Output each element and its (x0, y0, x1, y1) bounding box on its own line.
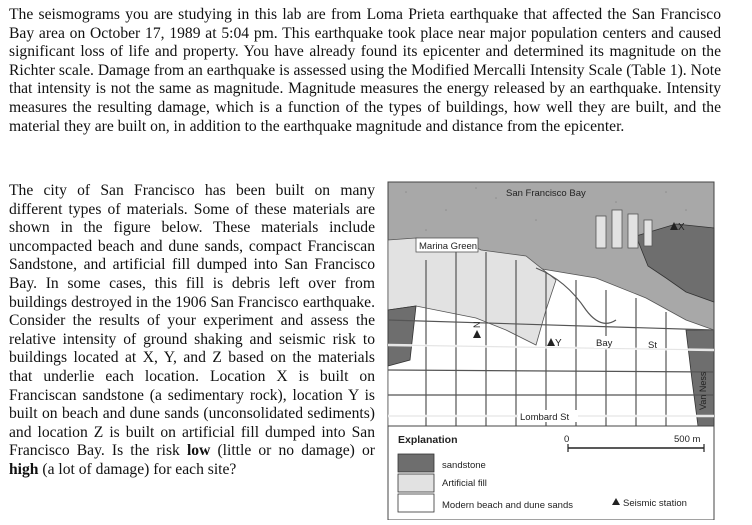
geologic-map-figure (386, 180, 716, 520)
marina-green-label: Marina Green (419, 241, 478, 252)
legend-label-sand: Modern beach and dune sands (442, 500, 573, 511)
seismic-station-label: Seismic station (623, 498, 687, 509)
site-y-label: Y (555, 338, 562, 349)
lombard-street-label: Lombard St (520, 412, 570, 423)
legend-swatch-sandstone (398, 454, 434, 472)
legend-title: Explanation (398, 434, 458, 446)
van-ness-label: Van Ness (698, 371, 708, 410)
scale-end-label: 500 m (674, 434, 701, 445)
sites-paragraph-between: (little or no damage) or (210, 442, 375, 460)
bay-street-label: Bay (596, 338, 613, 349)
legend-swatch-sand (398, 494, 434, 512)
bay-label: San Francisco Bay (506, 188, 586, 199)
scale-zero-label: 0 (564, 434, 570, 445)
sites-paragraph-text: The city of San Francisco has been built on many different types of materials. Some of these materials are shown in the figure below. These materials include uncompacted beach and dune sands, compact Franciscan Sandstone, and artificial fill dumped into San Francisco Bay. In some cases, this fill is debris left over from buildings destroyed in the 1906 San Francisco earthquake. Consider the results of your experiment and assess the relative intensity of ground shaking and seismic risk to buildings located at X, Y, and Z based on the materials that underlie each location. Location X is built on Franciscan sandstone (a sedimentary rock), location Y is built on beach and dune sands (unconsolidated sediments) and location Z is built on artificial fill dumped into San Francisco Bay. Is the risk (9, 182, 375, 460)
legend-label-fill: Artificial fill (442, 478, 487, 489)
sites-paragraph (9, 182, 375, 480)
site-x-label: X (678, 222, 685, 233)
north-label: N (472, 321, 482, 328)
risk-low-term: low (186, 442, 211, 460)
legend-swatch-fill (398, 474, 434, 492)
sites-paragraph-end: (a lot of damage) for each site? (38, 460, 237, 478)
intro-paragraph: The seismograms you are studying in this lab are from Loma Prieta earthquake that affected the San Francisco Bay area on October 17, 1989 at 5:04 pm. This earthquake took place near major population centers and caused significant loss of life and property. You have already found its epicenter and determined its magnitude on the Richter scale. Damage from an earthquake is assessed using the Modified Mercalli Intensity Scale (Table 1). Note that intensity is not the same as magnitude. Magnitude measures the energy released by an earthquake. Intensity measures the resulting damage, which is a function of the types of buildings, how well they are built, and the material they are built on, in addition to the earthquake magnitude and distance from the epicenter. (9, 6, 721, 135)
risk-high-term: high (9, 460, 39, 478)
st-street-label: St (648, 340, 657, 351)
legend-label-sandstone: sandstone (442, 460, 486, 471)
